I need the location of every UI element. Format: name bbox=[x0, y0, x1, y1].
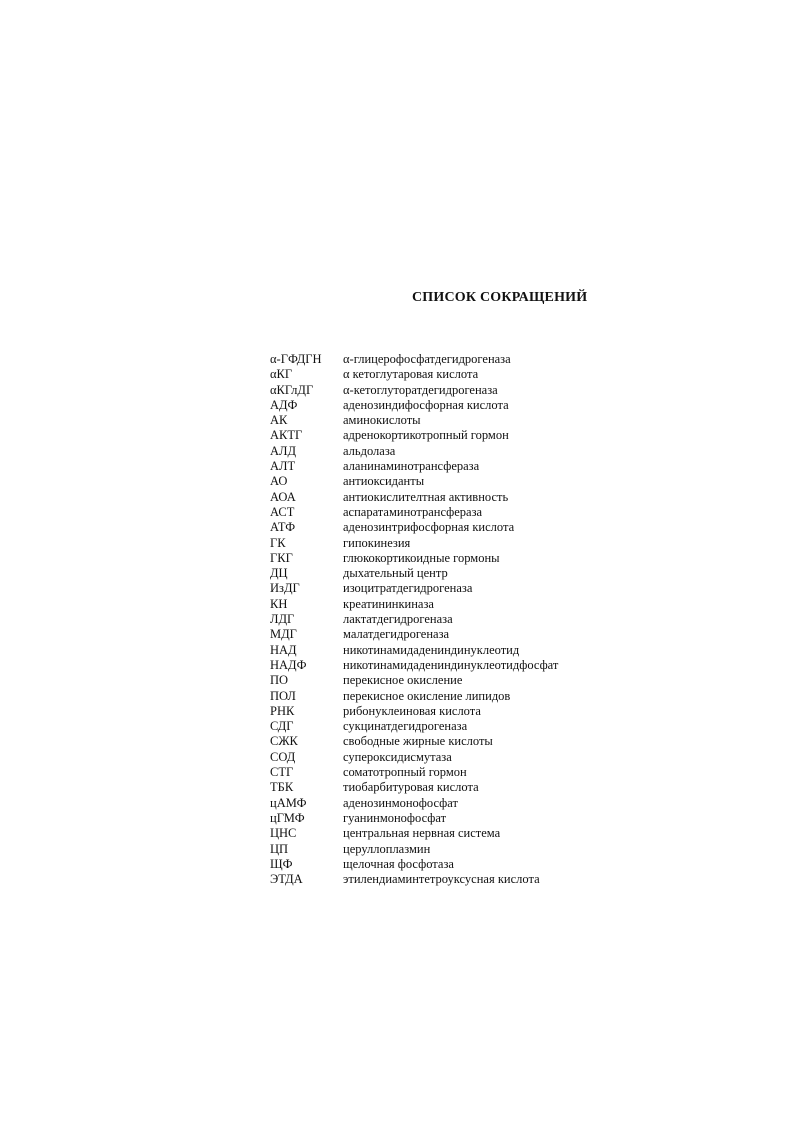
abbreviation-term: ДЦ bbox=[270, 566, 288, 581]
abbreviation-definition: никотинамидадениндинуклеотидфосфат bbox=[343, 657, 559, 672]
abbreviation-term: ЭТДА bbox=[270, 872, 303, 887]
abbreviation-row bbox=[270, 643, 610, 658]
abbreviation-term: АЛД bbox=[270, 443, 297, 458]
abbreviation-definition: свободные жирные кислоты bbox=[343, 734, 493, 749]
abbreviation-term: СОД bbox=[270, 749, 296, 764]
abbreviation-definition: антиоксиданты bbox=[343, 474, 425, 489]
abbreviation-definition: аденозиндифосфорная кислота bbox=[343, 397, 509, 412]
abbreviation-row bbox=[270, 673, 610, 688]
abbreviation-definition: рибонуклеиновая кислота bbox=[343, 703, 481, 718]
abbreviation-term: РНК bbox=[270, 703, 295, 718]
abbreviation-definition: аспаратаминотрансфераза bbox=[343, 504, 483, 519]
abbreviation-row bbox=[270, 444, 610, 459]
abbreviation-term: СЖК bbox=[270, 734, 298, 749]
abbreviation-term: цГМФ bbox=[270, 810, 305, 825]
abbreviation-definition: лактатдегидрогеназа bbox=[343, 612, 453, 627]
abbreviation-row bbox=[270, 581, 610, 596]
abbreviation-definition: церуллоплазмин bbox=[343, 841, 431, 856]
abbreviation-row bbox=[270, 658, 610, 673]
abbreviation-row bbox=[270, 459, 610, 474]
abbreviation-term: ГКГ bbox=[270, 550, 293, 565]
abbreviation-term: ГК bbox=[270, 535, 286, 550]
abbreviation-definition: альдолаза bbox=[343, 443, 396, 458]
abbreviation-row bbox=[270, 367, 610, 382]
abbreviation-term: ЦНС bbox=[270, 826, 297, 841]
abbreviation-definition: α-глицерофосфатдегидрогеназа bbox=[343, 352, 511, 366]
abbreviation-term: АОА bbox=[270, 489, 296, 504]
abbreviation-term: НАД bbox=[270, 642, 297, 657]
abbreviation-row bbox=[270, 597, 610, 612]
abbreviation-term: СДГ bbox=[270, 719, 294, 734]
abbreviation-definition: аденозинмонофосфат bbox=[343, 795, 458, 810]
abbreviation-definition: α-кетоглуторатдегидрогеназа bbox=[343, 382, 498, 397]
abbreviation-row bbox=[270, 536, 610, 551]
abbreviation-definition: аланинаминотрансфераза bbox=[343, 459, 480, 474]
abbreviation-term: АКТГ bbox=[270, 428, 303, 443]
abbreviation-definition: щелочная фосфотаза bbox=[343, 856, 454, 871]
abbreviation-row bbox=[270, 857, 610, 872]
abbreviation-row bbox=[270, 566, 610, 581]
abbreviation-row bbox=[270, 796, 610, 811]
abbreviation-row bbox=[270, 520, 610, 535]
abbreviation-definition: супероксидисмутаза bbox=[343, 749, 452, 764]
abbreviation-row bbox=[270, 811, 610, 826]
abbreviation-row bbox=[270, 719, 610, 734]
abbreviation-definition: никотинамидадениндинуклеотид bbox=[343, 642, 520, 657]
abbreviation-term: ТБК bbox=[270, 780, 294, 795]
abbreviation-row bbox=[270, 689, 610, 704]
abbreviation-row bbox=[270, 413, 610, 428]
abbreviation-definition: гуанинмонофосфат bbox=[343, 810, 447, 825]
abbreviation-definition: тиобарбитуровая кислота bbox=[343, 780, 479, 795]
abbreviation-term: АДФ bbox=[270, 397, 298, 412]
abbreviation-term: цАМФ bbox=[270, 795, 307, 810]
abbreviation-definition: креатининкиназа bbox=[343, 596, 434, 611]
abbreviation-term: АТФ bbox=[270, 520, 296, 535]
abbreviation-row bbox=[270, 704, 610, 719]
abbreviation-term: АЛТ bbox=[270, 459, 296, 474]
abbreviation-row bbox=[270, 872, 610, 887]
abbreviation-row bbox=[270, 734, 610, 749]
abbreviation-row bbox=[270, 474, 610, 489]
abbreviation-definition: аденозинтрифосфорная кислота bbox=[343, 520, 515, 535]
abbreviation-row bbox=[270, 352, 610, 367]
abbreviation-definition: антиокислителтная активность bbox=[343, 489, 509, 504]
abbreviation-list bbox=[270, 352, 610, 887]
abbreviation-definition: малатдегидрогеназа bbox=[343, 627, 450, 642]
abbreviation-row bbox=[270, 551, 610, 566]
abbreviation-definition: адренокортикотропный гормон bbox=[343, 428, 509, 443]
abbreviation-term: ЛДГ bbox=[270, 612, 295, 627]
abbreviation-definition: этилендиаминтетроуксусная кислота bbox=[343, 872, 540, 887]
abbreviation-definition: гипокинезия bbox=[343, 535, 411, 550]
abbreviation-row bbox=[270, 505, 610, 520]
abbreviation-row bbox=[270, 612, 610, 627]
abbreviation-definition: глюкокортикоидные гормоны bbox=[343, 550, 500, 565]
abbreviation-term: НАДФ bbox=[270, 657, 307, 672]
abbreviation-term: ЩФ bbox=[270, 856, 293, 871]
abbreviation-term: СТГ bbox=[270, 765, 294, 780]
abbreviation-row bbox=[270, 750, 610, 765]
abbreviation-definition: соматотропный гормон bbox=[343, 765, 467, 780]
abbreviation-row bbox=[270, 490, 610, 505]
abbreviation-term: КН bbox=[270, 596, 288, 611]
abbreviation-row bbox=[270, 780, 610, 795]
abbreviation-definition: сукцинатдегидрогеназа bbox=[343, 719, 468, 734]
abbreviation-definition: изоцитратдегидрогеназа bbox=[343, 581, 473, 596]
abbreviation-definition: α кетоглутаровая кислота bbox=[343, 367, 479, 382]
abbreviation-term: α-ГФДГН bbox=[270, 352, 322, 366]
abbreviation-row bbox=[270, 428, 610, 443]
abbreviation-row bbox=[270, 842, 610, 857]
abbreviation-term: ИзДГ bbox=[270, 581, 300, 596]
abbreviation-row bbox=[270, 383, 610, 398]
abbreviation-definition: дыхательный центр bbox=[343, 566, 448, 581]
abbreviation-definition: центральная нервная система bbox=[343, 826, 501, 841]
abbreviation-row bbox=[270, 765, 610, 780]
abbreviation-term: АО bbox=[270, 474, 288, 489]
abbreviation-row bbox=[270, 398, 610, 413]
abbreviation-definition: перекисное окисление bbox=[343, 673, 463, 688]
abbreviation-term: ПОЛ bbox=[270, 688, 296, 703]
abbreviation-row bbox=[270, 627, 610, 642]
abbreviation-term: ПО bbox=[270, 673, 289, 688]
abbreviation-term: ЦП bbox=[270, 841, 289, 856]
abbreviation-term: АК bbox=[270, 413, 288, 428]
page-title: СПИСОК СОКРАЩЕНИЙ bbox=[412, 290, 588, 305]
abbreviation-row bbox=[270, 826, 610, 841]
abbreviation-term: АСТ bbox=[270, 504, 295, 519]
abbreviation-definition: перекисное окисление липидов bbox=[343, 688, 511, 703]
abbreviation-definition: аминокислоты bbox=[343, 413, 421, 428]
abbreviation-term: МДГ bbox=[270, 627, 297, 642]
abbreviation-term: αКГ bbox=[270, 367, 293, 382]
abbreviation-term: αКГлДГ bbox=[270, 382, 314, 397]
